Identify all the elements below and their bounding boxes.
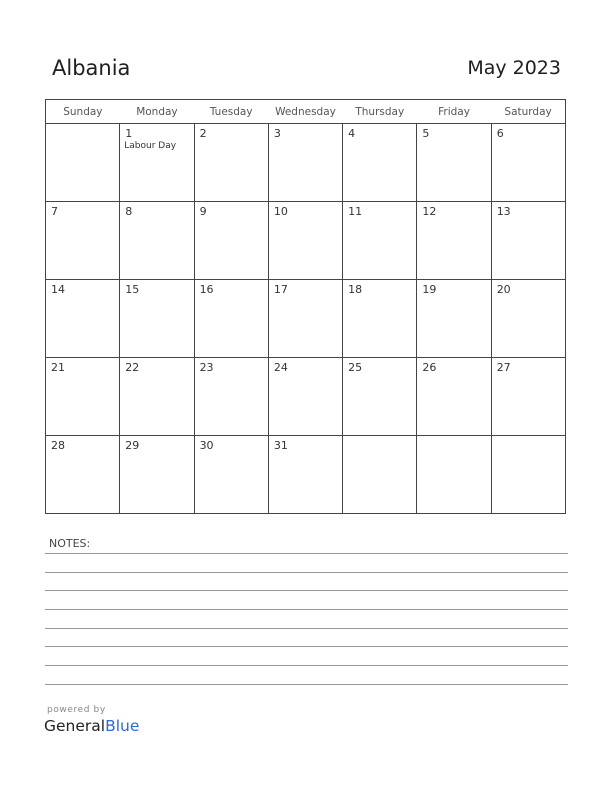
day-cell — [120, 280, 194, 358]
day-number: 7 — [51, 205, 58, 218]
week-row — [46, 280, 566, 358]
notes-line — [45, 646, 568, 647]
weekday-tuesday: Tuesday — [194, 100, 268, 124]
day-cell — [46, 358, 120, 436]
day-number: 4 — [348, 127, 356, 140]
weekday-friday: Friday — [417, 100, 491, 124]
day-cell — [417, 280, 491, 358]
day-cell — [268, 358, 342, 436]
day-number: 11 — [348, 205, 363, 218]
weekday-sunday: Sunday — [46, 100, 120, 124]
day-number: 18 — [348, 283, 363, 296]
day-cell — [268, 202, 342, 280]
day-number: 9 — [199, 205, 207, 218]
day-number: 3 — [273, 127, 281, 140]
day-number: 26 — [422, 361, 437, 374]
notes-line — [45, 553, 568, 554]
day-cell — [491, 358, 565, 436]
notes-line — [45, 590, 568, 591]
weekday-wednesday: Wednesday — [268, 100, 342, 124]
day-number: 12 — [422, 205, 437, 218]
day-cell — [417, 358, 491, 436]
day-cell — [194, 280, 268, 358]
weekday-header-row — [46, 100, 566, 124]
notes-line — [45, 665, 568, 666]
day-cell — [343, 358, 417, 436]
weekday-monday: Monday — [120, 100, 194, 124]
day-cell — [417, 436, 491, 514]
day-number: 14 — [51, 283, 65, 296]
logo-text-blue: Blue — [105, 717, 140, 735]
day-number: 25 — [348, 361, 363, 374]
day-cell — [491, 436, 565, 514]
notes-line — [45, 609, 568, 610]
day-cell — [120, 124, 194, 202]
week-row — [46, 358, 566, 436]
day-cell — [46, 436, 120, 514]
day-cell — [268, 280, 342, 358]
notes-line — [45, 684, 568, 685]
day-cell — [417, 124, 491, 202]
day-number: 1 — [125, 127, 133, 140]
day-cell — [194, 358, 268, 436]
weekday-thursday: Thursday — [343, 100, 417, 124]
week-row — [46, 202, 566, 280]
day-number: 17 — [273, 283, 288, 296]
week-row — [46, 436, 566, 514]
day-number: 23 — [199, 361, 214, 374]
week-row — [46, 124, 566, 202]
day-cell — [343, 202, 417, 280]
country-title: Albania — [52, 56, 131, 80]
logo-text-general: General — [44, 717, 106, 735]
powered-by-text: powered by — [47, 705, 106, 715]
day-cell — [46, 280, 120, 358]
day-number: 28 — [51, 439, 65, 452]
day-number: 2 — [199, 127, 207, 140]
day-number: 20 — [496, 283, 511, 296]
day-cell — [120, 436, 194, 514]
day-number: 10 — [273, 205, 288, 218]
day-cell — [343, 124, 417, 202]
weekday-saturday: Saturday — [491, 100, 565, 124]
day-cell — [343, 280, 417, 358]
day-cell — [268, 436, 342, 514]
day-cell — [120, 202, 194, 280]
day-cell — [46, 202, 120, 280]
day-number: 22 — [125, 361, 140, 374]
day-number: 19 — [422, 283, 437, 296]
day-number: 13 — [496, 205, 511, 218]
day-number: 16 — [199, 283, 214, 296]
holiday-label: Labour Day — [124, 141, 177, 151]
notes-line — [45, 572, 568, 573]
day-number: 21 — [51, 361, 65, 374]
day-cell — [268, 124, 342, 202]
generalblue-logo — [44, 717, 139, 735]
calendar-grid — [45, 99, 566, 514]
day-number: 6 — [496, 127, 504, 140]
day-cell — [46, 124, 120, 202]
month-year-title: May 2023 — [467, 57, 561, 79]
day-number: 27 — [496, 361, 511, 374]
day-number: 15 — [125, 283, 140, 296]
day-cell — [194, 202, 268, 280]
day-number: 31 — [273, 439, 288, 452]
notes-label: NOTES: — [49, 537, 91, 550]
day-number: 29 — [125, 439, 140, 452]
day-number: 30 — [199, 439, 214, 452]
day-cell — [417, 202, 491, 280]
day-cell — [491, 124, 565, 202]
day-number: 5 — [422, 127, 430, 140]
day-cell — [343, 436, 417, 514]
day-cell — [491, 280, 565, 358]
day-cell — [491, 202, 565, 280]
notes-line — [45, 628, 568, 629]
day-cell — [194, 436, 268, 514]
day-cell — [120, 358, 194, 436]
day-number: 24 — [273, 361, 288, 374]
day-cell — [194, 124, 268, 202]
day-number: 8 — [125, 205, 133, 218]
